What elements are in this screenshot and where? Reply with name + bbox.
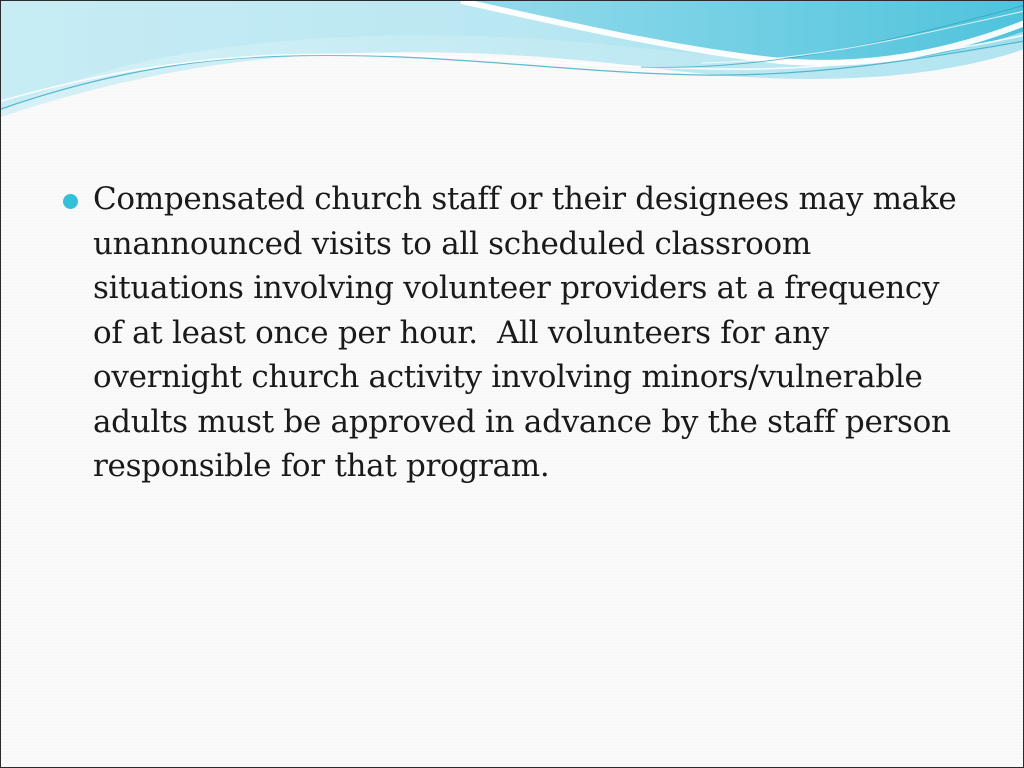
bullet-dot-icon bbox=[63, 194, 78, 209]
bullet-text: Compensated church staff or their designees may make unannounced visits to all scheduled classroom situations involving volunteer providers at a frequency of at least once per hour. All volunteers for any overnight church activity involving minors/vulnerable adults must be approved in advance by the staff person responsible for that program. bbox=[93, 181, 966, 484]
slide-content bbox=[63, 177, 968, 489]
header-wave-decoration bbox=[1, 1, 1024, 131]
bullet-item bbox=[63, 177, 968, 489]
